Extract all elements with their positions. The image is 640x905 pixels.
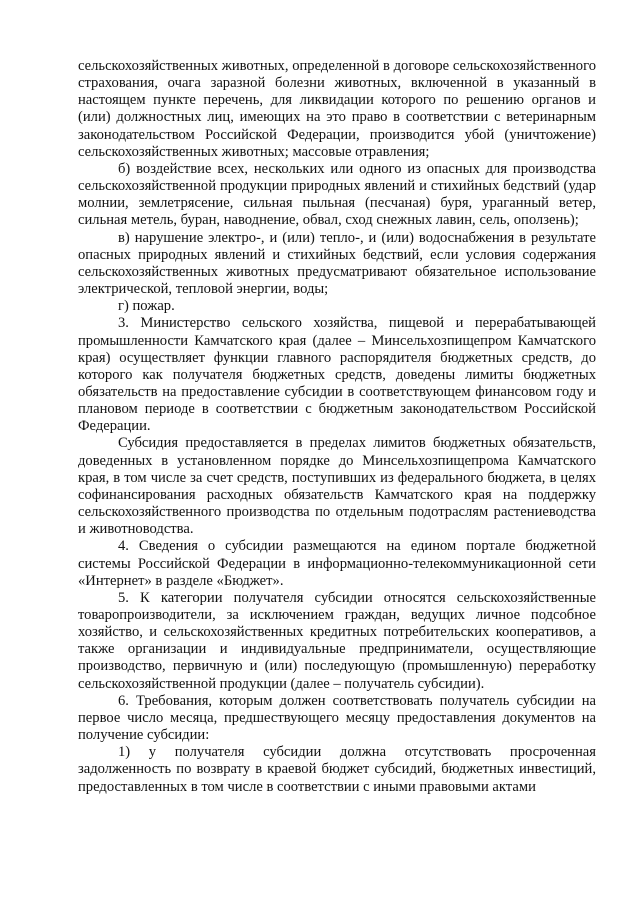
paragraph-item-v: в) нарушение электро-, и (или) тепло-, и (или) водоснабжения в результате опасных природных явлений и стихийных бедствий, если условия содержания сельскохозяйственных животных предусматривают обязательное использование электрической, тепловой энергии, воды; [78,229,596,298]
paragraph-subsidy-limits: Субсидия предоставляется в пределах лимитов бюджетных обязательств, доведенных в установленном порядке до Минсельхозпищепрома Камчатского края, в том числе за счет средств, поступивших из федерального бюджета, в целях софинансирования расходных обязательств Камчатского края на поддержку сельскохозяйственного производства по отдельным подотраслям растениеводства и животноводства. [78,435,596,538]
document-body [78,58,596,796]
paragraph-section-5: 5. К категории получателя субсидии относятся сельскохозяйственные товаропроизводители, за исключением граждан, ведущих личное подсобное хозяйство, и сельскохозяйственных кредитных потребительских кооперативов, а также организации и индивидуальные предприниматели, осуществляющие производство, первичную и (или) последующую (промышленную) переработку сельскохозяйственной продукции (далее – получатель субсидии). [78,589,596,692]
paragraph-item-b: б) воздействие всех, нескольких или одного из опасных для производства сельскохозяйственной продукции природных явлений и стихийных бедствий (удар молнии, землетрясение, сильная пыльная (песчаная) буря, ураганный ветер, сильная метель, буран, наводнение, обвал, сход снежных лавин, сель, оползень); [78,160,596,229]
paragraph-item-g: г) пожар. [118,298,175,315]
paragraph-section-3: 3. Министерство сельского хозяйства, пищевой и перерабатывающей промышленности Камчатского края (далее – Минсельхозпищепром Камчатского края) осуществляет функции главного распорядителя бюджетных средств, до которого как получателя бюджетных средств, доведены лимиты бюджетных обязательств на предоставление субсидии в соответствующем финансовом году и плановом периоде в соответствии с бюджетным законодательством Российской Федерации. [78,315,596,435]
paragraph-section-6: 6. Требования, которым должен соответствовать получатель субсидии на первое число месяца, предшествующего месяцу предоставления документов на получение субсидии: [78,692,596,744]
paragraph-item-1: 1) у получателя субсидии должна отсутствовать просроченная задолженность по возврату в краевой бюджет субсидий, бюджетных инвестиций, предоставленных в том числе в соответствии с иными правовыми актами [78,744,596,795]
paragraph-section-4: 4. Сведения о субсидии размещаются на едином портале бюджетной системы Российской Федерации в информационно-телекоммуникационной сети «Интернет» в разделе «Бюджет». [78,538,596,589]
paragraph-continuation: сельскохозяйственных животных, определенной в договоре сельскохозяйственного страхования, очага заразной болезни животных, включенной в указанный в настоящем пункте перечень, для ликвидации которого по решению органов и (или) должностных лиц, имеющих на это право в соответствии с ветеринарным законодательством Российской Федерации, производится убой (уничтожение) сельскохозяйственных животных; массовые отравления; [78,58,596,160]
